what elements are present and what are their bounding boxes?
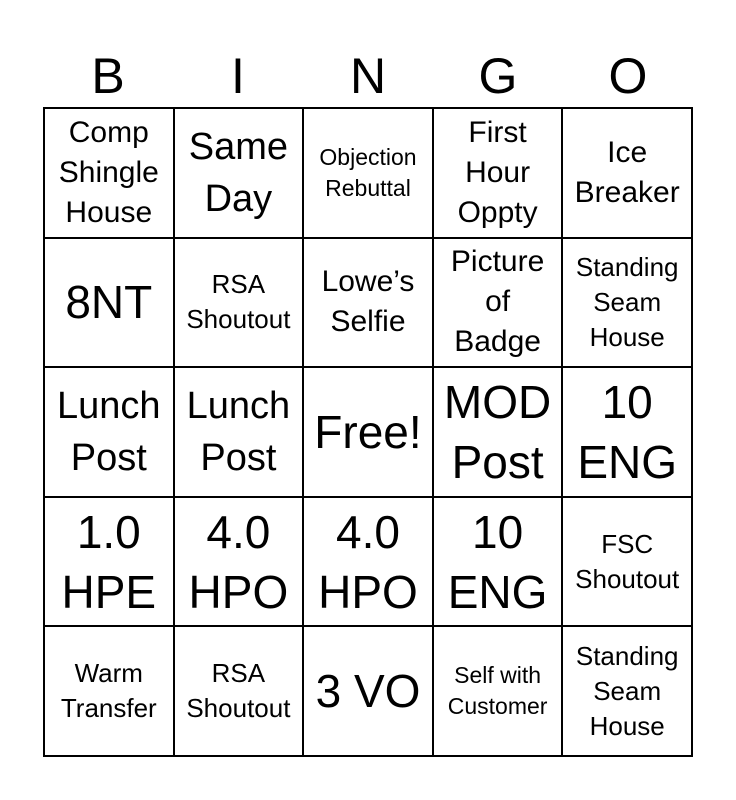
cell-label: Objection Rebuttal	[319, 143, 417, 201]
bingo-grid	[43, 107, 693, 757]
bingo-cell[interactable]	[433, 626, 563, 756]
cell-label: First Hour Oppty	[457, 115, 538, 229]
cell-label: 4.0 HPO	[188, 505, 289, 618]
bingo-cell[interactable]	[562, 367, 692, 497]
cell-label: RSA Shoutout	[186, 269, 291, 335]
free-space-cell[interactable]	[303, 367, 433, 497]
bingo-cell[interactable]	[433, 367, 563, 497]
header-letter-b: B	[91, 48, 125, 104]
cell-label: 1.0 HPE	[61, 505, 157, 618]
cell-label: Warm Transfer	[60, 658, 157, 724]
bingo-cell[interactable]	[303, 238, 433, 368]
cell-label: Self with Customer	[447, 662, 548, 720]
header-letter-g: G	[478, 48, 518, 104]
bingo-cell[interactable]	[562, 238, 692, 368]
cell-label: Comp Shingle House	[58, 115, 159, 229]
cell-label: 4.0 HPO	[318, 505, 418, 618]
bingo-cell[interactable]	[562, 108, 692, 238]
bingo-cell[interactable]	[174, 238, 304, 368]
cell-label: Lunch Post	[186, 384, 291, 479]
cell-label: Standing Seam House	[575, 251, 679, 352]
cell-label: Same Day	[188, 125, 289, 220]
bingo-cell[interactable]	[303, 108, 433, 238]
bingo-cell[interactable]	[562, 497, 692, 627]
bingo-cell[interactable]	[44, 238, 174, 368]
cell-label: RSA Shoutout	[186, 658, 291, 724]
cell-label: FSC Shoutout	[575, 528, 680, 594]
cell-label: 8NT	[65, 276, 153, 329]
bingo-cell[interactable]	[433, 238, 563, 368]
bingo-cell[interactable]	[174, 497, 304, 627]
cell-label: Ice Breaker	[574, 135, 680, 209]
cell-label: 10 ENG	[447, 505, 548, 618]
cell-label: Picture of Badge	[450, 245, 545, 359]
cell-label: Lunch Post	[57, 384, 161, 479]
header-letter-i: I	[231, 48, 245, 104]
cell-label: MOD Post	[443, 375, 552, 488]
bingo-cell[interactable]	[303, 626, 433, 756]
bingo-cell[interactable]	[562, 626, 692, 756]
bingo-cell[interactable]	[433, 497, 563, 627]
cell-label: 10 ENG	[577, 375, 678, 488]
bingo-header	[43, 46, 693, 106]
bingo-cell[interactable]	[174, 108, 304, 238]
bingo-cell[interactable]	[303, 497, 433, 627]
bingo-cell[interactable]	[44, 626, 174, 756]
cell-label: Lowe’s Selfie	[321, 265, 415, 339]
header-letter-o: O	[608, 48, 648, 104]
bingo-cell[interactable]	[433, 108, 563, 238]
bingo-cell[interactable]	[174, 367, 304, 497]
cell-label: Standing Seam House	[575, 640, 679, 741]
cell-label: 3 VO	[315, 665, 421, 718]
bingo-cell[interactable]	[44, 108, 174, 238]
header-letter-n: N	[349, 48, 387, 104]
bingo-cell[interactable]	[44, 367, 174, 497]
cell-label: Free!	[314, 405, 422, 458]
bingo-cell[interactable]	[44, 497, 174, 627]
bingo-cell[interactable]	[174, 626, 304, 756]
